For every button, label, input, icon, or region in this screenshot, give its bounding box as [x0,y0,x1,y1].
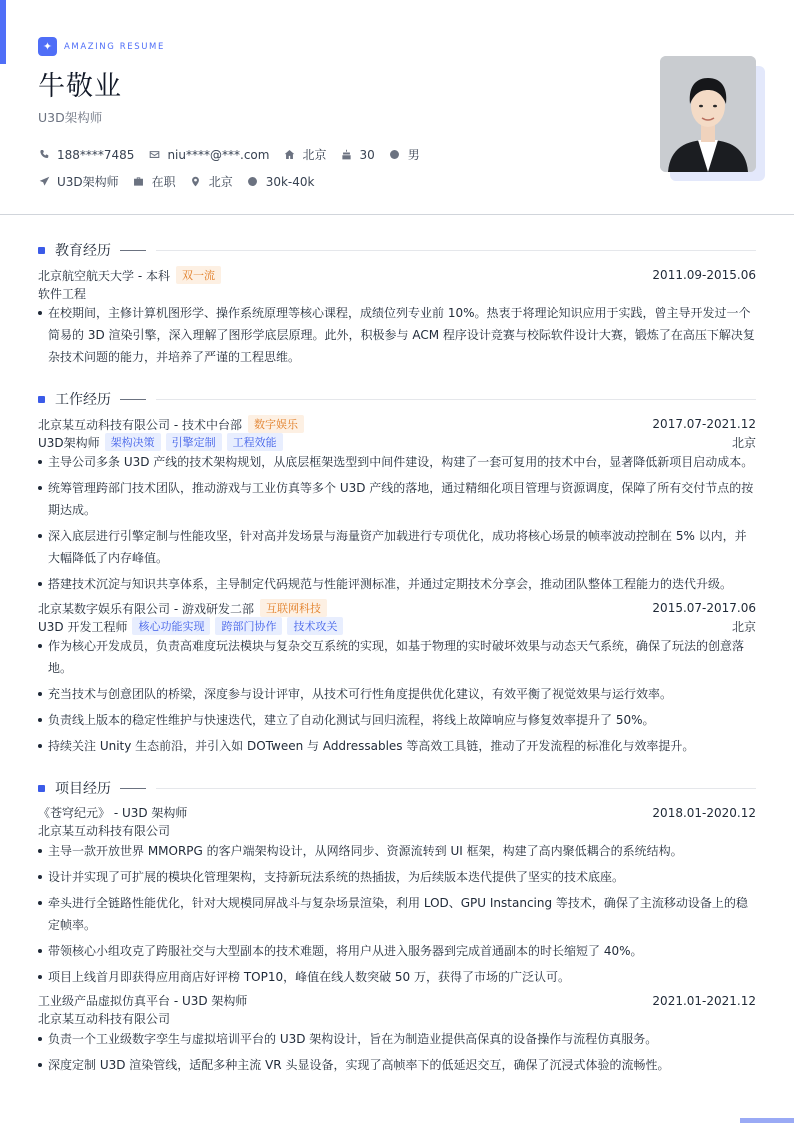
contact-row [38,146,434,163]
money-icon [247,176,259,188]
project-period: 2018.01-2020.12 [652,805,756,820]
section-education [38,240,756,260]
project-bullet: 负责一个工业级数字孪生与虚拟培训平台的 U3D 架构设计，旨在为制造业提供高保真的设备操作与流程仿真服务。 [38,1028,756,1050]
portrait-illustration [660,56,756,172]
phone-icon [38,149,50,161]
project-bullet: 主导一款开放世界 MMORPG 的客户端架构设计，从网络同步、资源流转到 UI 框架，构建了高内聚低耦合的系统结构。 [38,840,756,862]
project-title-row [38,992,756,1009]
industry-tag: 数字娱乐 [248,415,304,433]
skill-tag: 跨部门协作 [215,617,282,635]
work-bullet: 充当技术与创意团队的桥梁，深度参与设计评审，从技术可行性角度提供优化建议，有效平衡了视觉效果与运行效率。 [38,683,756,705]
skill-tag: 核心功能实现 [132,617,210,635]
gender-icon [389,149,401,161]
section-dash [120,399,146,400]
email-text: niu****@***.com [167,147,270,162]
gender-item [389,146,420,163]
profile-photo-frame [660,56,766,182]
home-icon [283,149,295,161]
send-icon [38,176,50,188]
education-period: 2011.09-2015.06 [652,268,756,282]
section-projects [38,778,756,798]
skill-tag: 引擎定制 [166,433,222,451]
section-divider [156,788,756,789]
status-text: 在职 [151,175,176,189]
education-desc: 在校期间，主修计算机图形学、操作系统原理等核心课程，成绩位列专业前 10%。热衷于将理论知识应用于实践，曾主导开发过一个简易的 3D 渲染引擎，深入理解了图形学底层原理。此外，积极参与 ACM 程序设计竞赛与校际软件设计大赛，锻炼了在高压下解决复杂技术问题的能力，并培养了严谨的工程思维。 [38,302,756,368]
work-city-text: 北京 [208,175,233,189]
project-bullet: 深度定制 U3D 渲染管线，适配多种主流 VR 头显设备，实现了高帧率下的低延迟交互，确保了沉浸式体验的流畅性。 [38,1054,756,1076]
project-company-row [38,1010,756,1027]
work-bullet: 主导公司多条 U3D 产线的技术架构规划，从底层框架选型到中间件建设，构建了一套可复用的技术中台，显著降低新项目启动成本。 [38,451,756,473]
work-period: 2017.07-2021.12 [652,417,756,431]
email-item [148,148,269,162]
skill-tag: 架构决策 [105,433,161,451]
project-bullet: 设计并实现了可扩展的模块化管理架构，支持新玩法系统的热插拔，为后续版本迭代提供了坚实的技术底座。 [38,866,756,888]
gender-text: 男 [407,148,420,162]
major-row [38,285,756,302]
age-item [340,148,374,162]
industry-tag: 互联网科技 [260,599,327,617]
city-text: 北京 [302,148,327,162]
work-period: 2015.07-2017.06 [652,601,756,615]
role-name: U3D 开发工程师 [38,619,128,634]
school-name: 北京航空航天大学 - 本科 [38,268,170,283]
project-name: 《苍穹纪元》 - U3D 架构师 [38,806,188,820]
section-title: 项目经历 [55,781,111,797]
work-bullet: 搭建技术沉淀与知识共享体系，主导制定代码规范与性能评测标准，并通过定期技术分享会，推动团队整体工程能力的迭代升级。 [38,573,756,595]
skill-tag: 技术攻关 [287,617,343,635]
job-intent-text: U3D架构师 [57,175,119,189]
work-location: 北京 [731,435,756,450]
project-company: 北京某互动科技有限公司 [38,824,171,838]
cake-icon [340,149,352,161]
age-text: 30 [359,147,375,162]
phone-item [38,148,134,162]
work-bullet: 统筹管理跨部门技术团队，推动游戏与工业仿真等多个 U3D 产线的落地，通过精细化项目管理与资源调度，保障了所有交付节点的按期达成。 [38,477,756,521]
sparkle-icon: ✦ [38,37,57,56]
candidate-title: U3D架构师 [38,110,103,125]
salary-item [247,175,315,189]
skill-tag: 工程效能 [227,433,283,451]
work-role-row [38,433,756,451]
education-row [38,266,756,284]
work-bullet: 深入底层进行引擎定制与性能攻坚，针对高并发场景与海量资产加载进行专项优化，成功将核心场景的帧率波动控制在 5% 以内，并大幅降低了内存峰值。 [38,525,756,569]
role-name: U3D架构师 [38,435,100,450]
company-name: 北京某数字娱乐有限公司 - 游戏研发二部 [38,601,254,616]
section-dot [38,396,45,403]
brand-text: AMAZING RESUME [64,41,165,52]
section-dash [120,250,146,251]
section-divider [156,399,756,400]
work-company-row [38,599,756,617]
project-bullet: 项目上线首月即获得应用商店好评榜 TOP10，峰值在线人数突破 50 万，获得了市场的广泛认可。 [38,966,756,988]
salary-text: 30k-40k [265,174,315,189]
work-bullet: 负责线上版本的稳定性维护与快速迭代，建立了自动化测试与回归流程，将线上故障响应与修复效率提升了 50%。 [38,709,756,731]
work-city-item [190,173,233,190]
major-name: 软件工程 [38,287,87,301]
avatar [660,56,756,172]
phone-text: 188****7485 [57,147,135,162]
project-period: 2021.01-2021.12 [652,993,756,1008]
project-name: 工业级产品虚拟仿真平台 - U3D 架构师 [38,994,248,1008]
project-title-row [38,804,756,821]
brand [38,37,165,56]
resume-header [0,0,794,215]
job-intent-item [38,173,119,190]
location-pin-icon [190,176,202,188]
city-item [283,146,326,163]
section-title: 工作经历 [55,392,111,408]
project-bullet: 牵头进行全链路性能优化，针对大规模同屏战斗与复杂场景渲染，利用 LOD、GPU Instancing 等技术，确保了主流移动设备上的稳定帧率。 [38,892,756,936]
section-divider [156,250,756,251]
job-intent-row [38,173,328,190]
project-company: 北京某互动科技有限公司 [38,1012,171,1026]
school-tag: 双一流 [176,266,221,284]
work-company-row [38,415,756,433]
project-bullet: 带领核心小组攻克了跨服社交与大型副本的技术难题，将用户从进入服务器到完成首通副本的时长缩短了 40%。 [38,940,756,962]
section-dash [120,788,146,789]
candidate-name: 牛敬业 [38,71,122,102]
work-bullet: 持续关注 Unity 生态前沿，并引入如 DOTween 与 Addressables 等高效工具链，推动了开发流程的标准化与效率提升。 [38,735,756,757]
briefcase-icon [133,176,145,188]
company-name: 北京某互动科技有限公司 - 技术中台部 [38,417,242,432]
work-location: 北京 [731,619,756,634]
section-work [38,389,756,409]
status-item [133,173,176,190]
section-dot [38,785,45,792]
work-bullet: 作为核心开发成员，负责高难度玩法模块与复杂交互系统的实现，如基于物理的实时破坏效果与动态天气系统，确保了玩法的创意落地。 [38,635,756,679]
section-dot [38,247,45,254]
section-title: 教育经历 [55,243,111,259]
mail-icon [148,149,160,161]
footer-accent-bar [740,1118,794,1123]
work-role-row [38,617,756,635]
project-company-row [38,822,756,839]
